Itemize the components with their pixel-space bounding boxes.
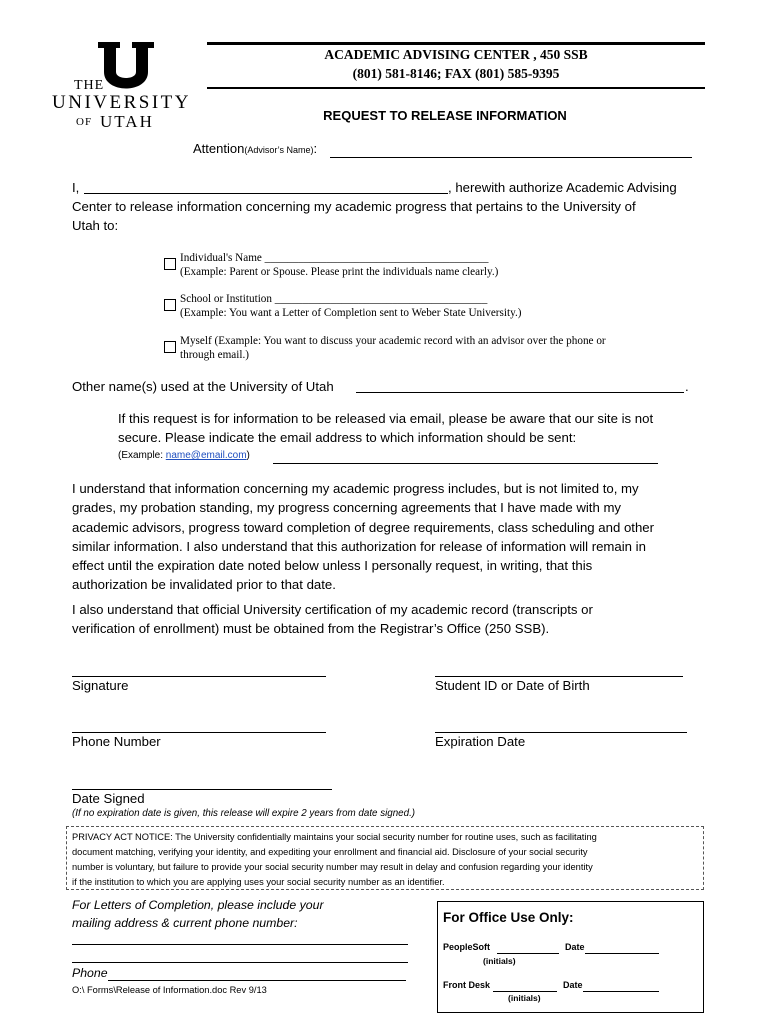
myself-option-line1: Myself (Example: You want to discuss your academic record with an advisor over the phone or (180, 335, 606, 347)
header-line-2: (801) 581-8146; FAX (801) 585-9395 (352, 66, 560, 81)
header-rule-bottom (207, 87, 705, 89)
peoplesoft-date-field[interactable] (585, 942, 659, 954)
peoplesoft-initials-caption: (initials) (483, 956, 516, 966)
peoplesoft-date-label: Date (565, 942, 585, 952)
individual-checkbox[interactable] (164, 258, 176, 270)
signature-field[interactable] (72, 662, 326, 677)
privacy-line: document matching, verifying your identity, and expediting your enrollment and financial aid. Disclosure of your social security (72, 847, 588, 857)
school-option-line2: (Example: You want a Letter of Completion sent to Weber State University.) (180, 307, 522, 319)
understand-line: I also understand that official University certification of my academic record (transcripts or (72, 602, 593, 617)
student-id-field[interactable] (435, 662, 683, 677)
student-id-label: Student ID or Date of Birth (435, 678, 590, 693)
u-block-icon (98, 42, 154, 94)
peoplesoft-initials-field[interactable] (497, 942, 559, 954)
student-name-field[interactable] (84, 179, 448, 194)
individual-option (180, 251, 498, 279)
privacy-line: number is voluntary, but failure to provide your social security number may result in delay and confusion regarding your identity (72, 862, 593, 872)
email-example-close: ) (246, 450, 250, 461)
signature-label: Signature (72, 678, 129, 693)
expiration-date-label: Expiration Date (435, 734, 526, 749)
completion-line-1: For Letters of Completion, please include your (72, 898, 324, 912)
understand-line: authorization be invalidated prior to that date. (72, 577, 336, 593)
mailing-address-field-1[interactable] (72, 932, 408, 945)
peoplesoft-label: PeopleSoft (443, 942, 491, 952)
attention-label-group (193, 141, 317, 156)
completion-line-2: mailing address & current phone number: (72, 916, 298, 930)
email-example-open: (Example: (118, 450, 166, 461)
logo-of: OF (76, 116, 93, 128)
understand-line: effect until the expiration date noted below unless I personally request, in writing, that this (72, 558, 593, 574)
understand-line: verification of enrollment) must be obtained from the Registrar’s Office (250 SSB). (72, 621, 550, 637)
other-names-label: Other name(s) used at the University of Utah (72, 379, 334, 394)
attention-label: Attention (193, 141, 245, 156)
other-names-field[interactable] (356, 378, 684, 393)
front-desk-date-field[interactable] (583, 980, 659, 992)
other-names-end: . (685, 379, 689, 394)
understand-line: similar information. I also understand that this authorization for release of information will remain in (72, 538, 646, 554)
email-notice-line-1: If this request is for information to be released via email, please be aware that our site is not (118, 411, 654, 426)
understand-line: academic advisors, progress toward completion of degree requirements, class scheduling and other (72, 519, 655, 535)
school-option-line1: School or Institution ______________________________________ (180, 293, 488, 305)
logo-the: THE (74, 78, 105, 93)
phone-number-field[interactable] (72, 718, 326, 733)
school-option (180, 292, 522, 320)
advisor-name-field[interactable] (330, 142, 692, 158)
mailing-address-field-2[interactable] (72, 950, 408, 963)
front-desk-initials-caption: (initials) (508, 993, 541, 1003)
attention-colon: : (313, 141, 318, 156)
attention-sublabel: (Advisor’s Name) (244, 145, 314, 155)
privacy-text (72, 830, 597, 890)
authorize-line-3: Utah to: (72, 218, 119, 233)
office-use-title: For Office Use Only: (443, 910, 574, 925)
myself-option-line2: through email.) (180, 349, 249, 361)
expiration-note: (If no expiration date is given, this release will expire 2 years from date signed.) (72, 808, 416, 819)
individual-option-line2: (Example: Parent or Spouse. Please print the individuals name clearly.) (180, 266, 499, 278)
privacy-line: if the institution to which you are applying uses your social security number as an identifier. (72, 877, 445, 887)
completion-instructions (72, 896, 324, 932)
front-desk-label: Front Desk (443, 980, 491, 990)
phone-number-label: Phone Number (72, 734, 161, 749)
date-signed-label: Date Signed (72, 791, 145, 806)
school-checkbox[interactable] (164, 299, 176, 311)
header-rule-top (207, 42, 705, 45)
email-example (118, 450, 250, 461)
understand-line: I understand that information concerning my academic progress includes, but is not limited to, my (72, 481, 639, 496)
understand-line: grades, my probation standing, my progress concerning agreements that I have made with my (72, 500, 622, 516)
email-notice-line-2: secure. Please indicate the email address to which information should be sent: (118, 430, 577, 445)
university-logo (52, 40, 191, 135)
mailing-phone-field[interactable] (108, 966, 406, 981)
header-line-1: ACADEMIC ADVISING CENTER , 450 SSB (324, 47, 588, 62)
phone-label: Phone (72, 966, 108, 980)
front-desk-initials-field[interactable] (493, 980, 557, 992)
logo-university: UNIVERSITY (52, 92, 191, 113)
privacy-line: PRIVACY ACT NOTICE: The University confidentially maintains your social security number for routine uses, such as facilitating (72, 832, 597, 842)
understand-paragraph-2 (72, 600, 712, 639)
footer-path: O:\ Forms\Release of Information.doc Rev 9/13 (72, 985, 267, 995)
myself-option (180, 334, 606, 362)
front-desk-date-label: Date (563, 980, 583, 990)
expiration-date-field[interactable] (435, 718, 687, 733)
email-example-link[interactable]: name@email.com (165, 450, 247, 461)
form-title: REQUEST TO RELEASE INFORMATION (323, 108, 567, 123)
understand-paragraph-1 (72, 479, 712, 595)
myself-checkbox[interactable] (164, 341, 176, 353)
individual-option-line1: Individual's Name ________________________________________ (180, 252, 489, 264)
email-address-field[interactable] (273, 450, 658, 464)
logo-utah: UTAH (100, 112, 154, 131)
authorize-prefix: I, (72, 180, 80, 195)
date-signed-field[interactable] (72, 775, 332, 790)
authorize-line-2: Center to release information concerning my academic progress that pertains to the University of (72, 199, 636, 214)
authorize-suffix: , herewith authorize Academic Advising (448, 180, 677, 195)
